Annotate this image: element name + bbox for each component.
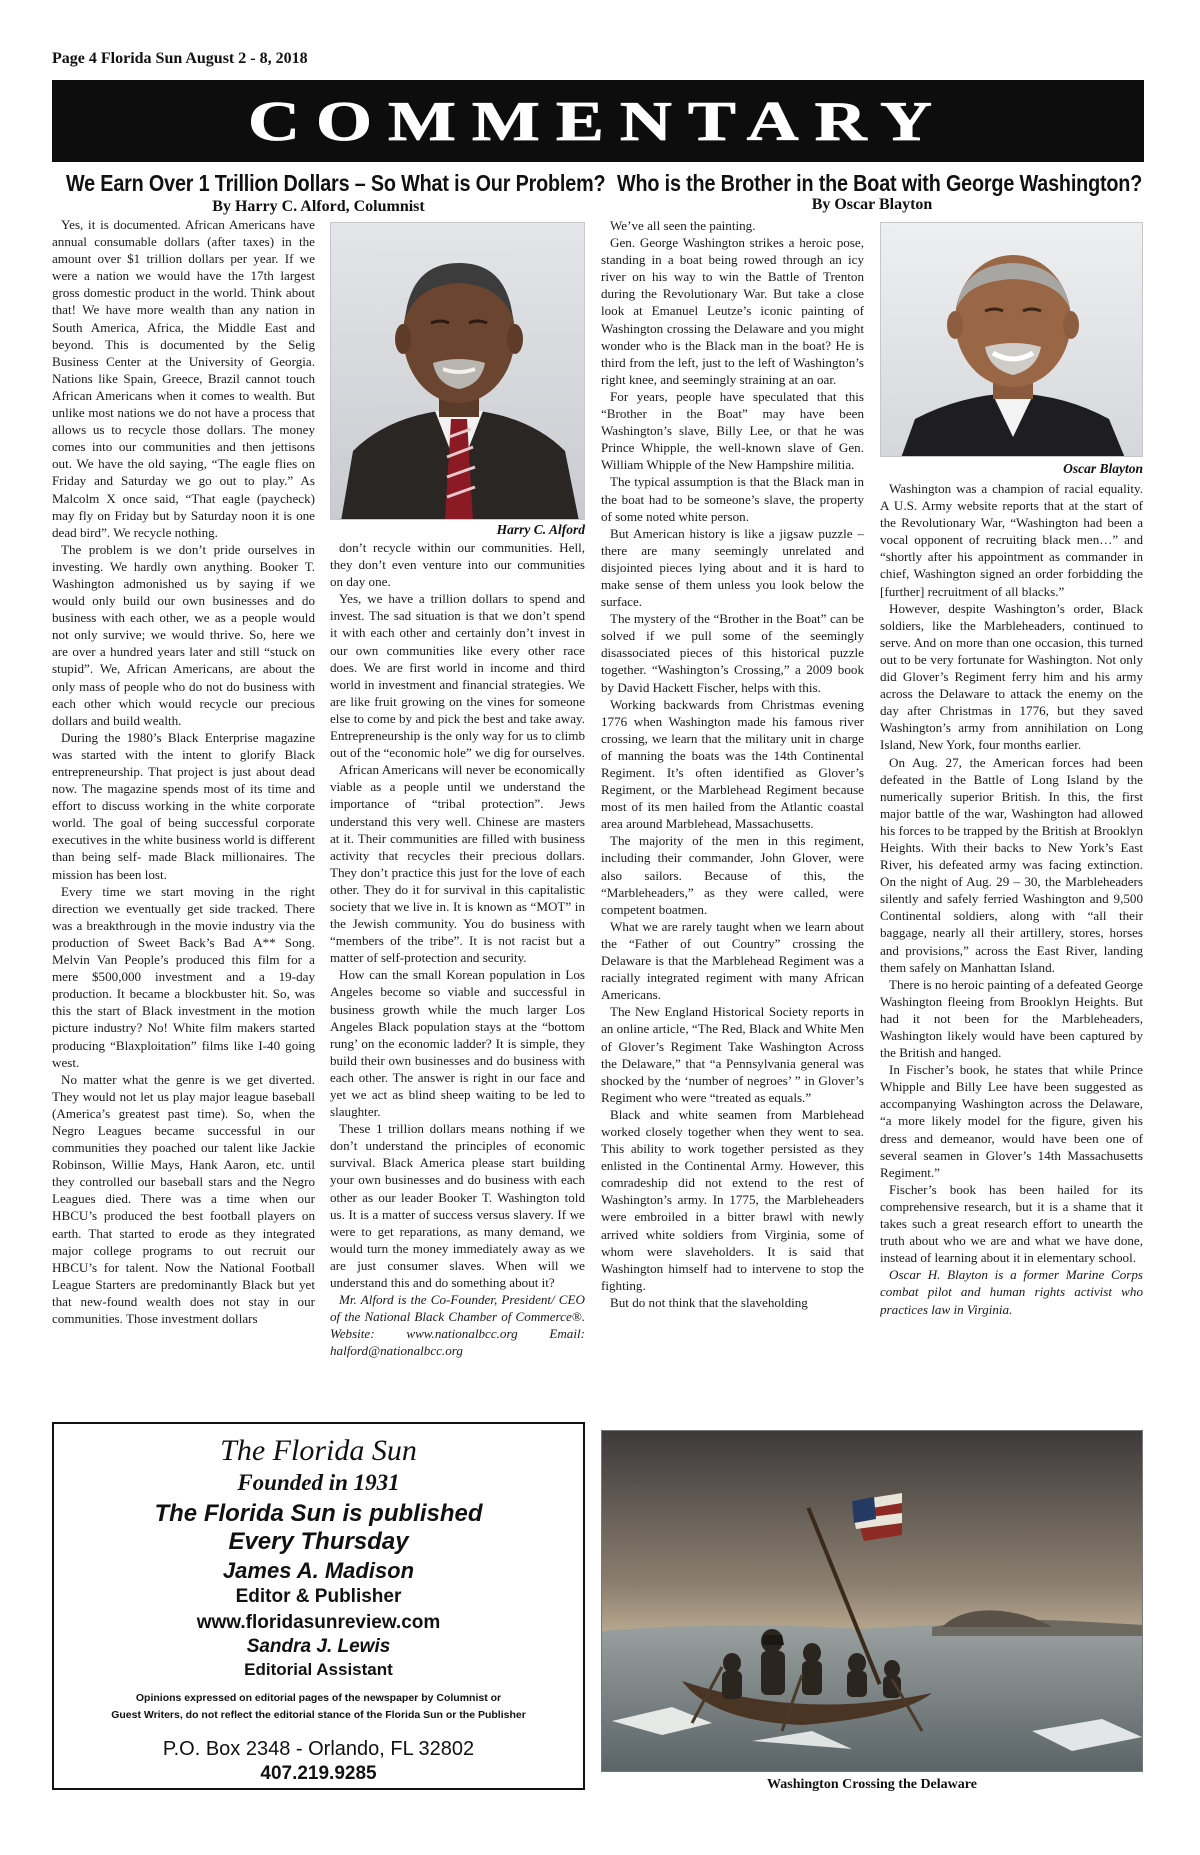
masthead-assistant-role: Editorial Assistant — [244, 1660, 393, 1679]
paragraph: We’ve all seen the painting. — [610, 218, 756, 233]
paragraph: No matter what the genre is we get diverted. They would not let us play major league baseball (America’s greatest past time). So, when the Negro Leagues became successful in our communities they poached our talent like Jackie Robinson, Willie Mays, Hank Aaron, etc. until they controlled our baseball stars and the Negro Leagues died. There was a time when our HBCU’s produced the best football players on earth. That started to erode as they integrated major college programs to out recruit our HBCU’s for talent. Now the National Football League Starters are predominantly Black but yet that new-found wealth does not stay in our communities. Those investment dollars — [52, 1071, 315, 1326]
article1-column-right — [330, 539, 585, 1413]
paragraph: Fischer’s book has been hailed for its comprehensive research, but it is a shame that it takes such a great research effort to unearth the truth about who we are and what we have done, instead of learning about it in elementary school. — [880, 1181, 1143, 1266]
paragraph: The mystery of the “Brother in the Boat” can be solved if we pull some of the seemingly disassociated pieces of this historical puzzle together. “Washington’s Crossing,” a 2009 book by David Hackett Fischer, helps with this. — [601, 611, 864, 695]
page-folio: Page 4 Florida Sun August 2 - 8, 2018 — [52, 50, 308, 67]
article2-column-right — [880, 480, 1143, 1413]
painting-washington-crossing — [602, 1431, 1143, 1772]
paragraph: Black and white seamen from Marblehead worked closely together when they went to sea. This ability to work together persisted as they enlisted in the Continental Army. However, this comradeship did not extend to the rest of Washington’s army. In 1775, the Marbleheaders were embroiled in a bitter brawl with newly arrived white soldiers from Virginia, some of whom were slaveholders. It is said that Washington himself had to intervene to stop the fighting. — [601, 1106, 864, 1293]
masthead-publisher-name: James A. Madison — [222, 1558, 415, 1583]
masthead-founded: Founded in 1931 — [237, 1470, 400, 1495]
paragraph: don’t recycle within our communities. Hell, they don’t even venture into our communities on day one. — [330, 540, 585, 590]
paragraph: African Americans will never be economically viable as a people until we understand the importance of “tribal protection”. Jews understand this very well. Chinese are masters at it. Their communities are filled with business activity that recycles their precious dollars. They don’t practice this just for the love of each other. They do it for survival in this capitalistic society that we live in. It is known as “MOT” in the Jewish community. You do business with “members of the tribe”. It is not racist but a matter of self-protection and security. — [330, 762, 585, 966]
masthead-disclaimer-line1: Opinions expressed on editorial pages of the newspaper by Columnist or — [135, 1692, 502, 1704]
author-photo-blayton — [880, 222, 1143, 457]
masthead-assistant-name: Sandra J. Lewis — [246, 1636, 391, 1657]
article2-headline: Who is the Brother in the Boat with George Washington? — [617, 170, 1143, 196]
masthead-title: The Florida Sun — [220, 1434, 417, 1467]
masthead-box — [52, 1422, 585, 1790]
paragraph: The New England Historical Society reports in an online article, “The Red, Black and White Men of Glover’s Regiment Take Washington Across the Delaware,” that “a Pennsylvania general was shocked by the ‘number of negroes’ ” in Glover’s Regiment who were “treated as equals.” — [601, 1004, 864, 1105]
paragraph: The majority of the men in this regiment, including their commander, John Glover, were also sailors. Because of this, the “Marbleheaders,” as they were called, were competent boatmen. — [601, 833, 864, 917]
paragraph: Gen. George Washington strikes a heroic pose, standing in a boat being rowed through an icy river on his way to win the Battle of Trenton during the Revolutionary War. But take a close look at Emanuel Leutze’s iconic painting of Washington crossing the Delaware and you might wonder who is the Black man in the boat? He is third from the left, just to the left of Washington’s right knee, and seemingly straining at an oar. — [601, 235, 864, 387]
masthead-publisher-role: Editor & Publisher — [235, 1586, 402, 1607]
paragraph: On Aug. 27, the American forces had been defeated in the Battle of Long Island by the numerically superior British. In this, the first major battle of the war, Washington had allowed his forces to be trapped by the British at Brooklyn Heights. With their backs to New York’s East River, his defeated army was facing extinction. On the night of Aug. 29 – 30, the Marbleheaders silently and safely ferried Washington and 9,500 Continental soldiers, along with “all their baggage, nearly all their artillery, stores, horses and provisions,” across the East River, landing them safely on Manhattan Island. — [880, 754, 1143, 975]
author-photo-alford — [330, 222, 585, 520]
paragraph: In Fischer’s book, he states that while Prince Whipple and Billy Lee have been suggested as accompanying Washington across the Delaware, “a more likely model for the figure, given his dress and demeanor, would have been one of several seamen in Glover’s 14th Massachusetts Regiment.” — [880, 1062, 1143, 1180]
paragraph: What we are rarely taught when we learn about the “Father of out Country” crossing the Delaware is that the Marblehead Regiment was a racially integrated regiment with many African Americans. — [601, 918, 864, 1003]
section-title: COMMENTARY — [247, 89, 949, 152]
article1-headline: We Earn Over 1 Trillion Dollars – So What is Our Problem? — [66, 170, 606, 196]
article1-column-left — [52, 216, 315, 1413]
article2-byline: By Oscar Blayton — [811, 196, 933, 213]
masthead-phone: 407.219.9285 — [260, 1763, 377, 1784]
paragraph: However, despite Washington’s order, Black soldiers, like the Marbleheaders, continued to serve. And on more than one occasion, this turned out to be very fortunate for Washington. Not only did Glover’s Regiment ferry him and his army across the Delaware to attack the enemy on the day after Christmas in 1776, but they saved Washington’s army from annihilation on Long Island, New York, four months earlier. — [880, 600, 1143, 753]
paragraph: There is no heroic painting of a defeated George Washington fleeing from Brooklyn Heights. But had it not been for the Marbleheaders, Washington likely would have been captured by the British and hanged. — [880, 976, 1143, 1061]
paragraph: Working backwards from Christmas evening 1776 when Washington made his famous river crossing, we learn that the military unit in charge of manning the boats was the 14th Continental Regiment. It’s often identified as Glover’s Regiment, or the Marblehead Regiment because most of its men hailed from the Atlantic coastal area around Marblehead, Massachusetts. — [601, 696, 864, 832]
author-note: Oscar H. Blayton is a former Marine Corps combat pilot and human rights activist who practices law in Virginia. — [880, 1267, 1143, 1317]
article1-byline: By Harry C. Alford, Columnist — [212, 198, 425, 215]
section-banner — [52, 80, 1144, 162]
masthead-address: P.O. Box 2348 - Orlando, FL 32802 — [162, 1738, 475, 1760]
masthead-disclaimer-line2: Guest Writers, do not reflect the editorial stance of the Florida Sun or the Publisher — [111, 1709, 526, 1721]
paragraph: Yes, we have a trillion dollars to spend and invest. The sad situation is that we don’t spend it with each other and certainly don’t invest in our own communities like every other race does. We are first world in income and third world in investment and financial strategies. We are like fruit growing on the vines for someone else to come by and pick the best and take away. Entrepreneurship is the only way for us to climb out of the “economic hole” we dig for ourselves. — [330, 591, 585, 761]
paragraph: The typical assumption is that the Black man in the boat had to be someone’s slave, the property of some noted white person. — [601, 474, 864, 524]
portrait-alford — [331, 223, 585, 520]
paragraph: How can the small Korean population in Los Angeles become so viable and successful in business growth while the much larger Los Angeles Black population stays at the “bottom rung’ on the economic ladder? It is simple, they build their own businesses and do business with each other. The answer is right in our face and yet we act as blind sheep waiting to be led to slaughter. — [330, 967, 585, 1120]
author-note: Mr. Alford is the Co-Founder, President/ CEO of the National Black Chamber of Commerce®. Website: www.nationalbcc.org Email: halford@nationalbcc.org — [330, 1292, 585, 1359]
paragraph: But do not think that the slaveholding — [610, 1294, 808, 1310]
painting-image — [601, 1430, 1143, 1772]
paragraph: The problem is we don’t pride ourselves in investing. We hardly own anything. Booker T. Washington admonished us by saying if we would only build our own businesses and do business with each other, we as a people would not only survive; we would thrive. So, here we are over a hundred years later and still “stuck on stupid”. We, African Americans, are about the only mass of people who do not do business with each other which would recycle our precious dollars and build wealth. — [52, 541, 315, 728]
masthead-disclaimer — [54, 1690, 583, 1724]
masthead-published-line1: The Florida Sun is published — [154, 1500, 483, 1527]
masthead-published-line2: Every Thursday — [228, 1528, 409, 1555]
portrait-blayton — [881, 223, 1143, 457]
masthead-website-link[interactable]: www.floridasunreview.com — [196, 1612, 441, 1633]
article2-photo-caption: Oscar Blayton — [1063, 461, 1143, 476]
paragraph: Every time we start moving in the right direction we eventually get side tracked. There was a breakthrough in the movie industry via the production of Sweet Back’s Bad A** Song. Melvin Van People’s produced this film for a mere $500,000 investment and a 19-day production. It became a blockbuster hit. So, was this the start of Black investment in the motion picture industry? No! White film makers started producing “Blaxploitation” films like I-40 going west. — [52, 883, 315, 1070]
paragraph: During the 1980’s Black Enterprise magazine was started with the intent to glorify Black entrepreneurship. That project is just about dead now. The magazine spends most of its time and effort to discuss working in the white corporate world. The goal of being successful corporate executives in the white business world is different than being self- made Black millionaires. The mission has been lost. — [52, 729, 315, 882]
paragraph: These 1 trillion dollars means nothing if we don’t understand the principles of economic survival. Black America please start building your own businesses and do business with each other as our leader Booker T. Washington told us. It is a matter of success versus slavery. If we were to get reparations, as many demand, we would turn the money immediately away as we are just consumer slaves. When will we understand this and do something about it? — [330, 1121, 585, 1291]
painting-caption: Washington Crossing the Delaware — [767, 1777, 977, 1792]
paragraph: For years, people have speculated that this “Brother in the Boat” may have been Washington’s slave, Billy Lee, or that he was Prince Whipple, the well-known slave of Gen. William Whipple of the New Hampshire militia. — [601, 388, 864, 473]
paragraph: Washington was a champion of racial equality. A U.S. Army website reports that at the start of the Revolutionary War, “Washington had been a vocal opponent of recruiting black men…” and “shortly after his appointment as commander in chief, Washington signed an order forbidding the [further] recruitment of all blacks.” — [880, 481, 1143, 599]
article1-photo-caption: Harry C. Alford — [496, 522, 585, 537]
article2-column-left — [601, 217, 864, 1413]
paragraph: Yes, it is documented. African Americans have annual consumable dollars (after taxes) in the amount over $1 trillion dollars per year. If we were a nation we would have the 17th largest gross domestic product in the world. Think about that! We have more wealth than any nation in South America, Africa, the Middle East and beyond. This is documented by the Selig Business Center at the University of Georgia. Nations like Spain, Greece, Brazil cannot touch African Americans when it comes to wealth. But unlike most nations we do not have a process that allows us to recycle those dollars. The money comes into our communities and then jettisons out. We have the old saying, “The eagle flies on Friday and Saturday we go out to play.” As Malcolm X once said, “That eagle (paycheck) may fly on Friday but by Saturday noon it is one dead bird”. We recycle nothing. — [52, 217, 315, 540]
paragraph: But American history is like a jigsaw puzzle – there are many seemingly unrelated and disjointed pieces lying about and it is hard to make sense of them unless you look below the surface. — [601, 525, 864, 610]
